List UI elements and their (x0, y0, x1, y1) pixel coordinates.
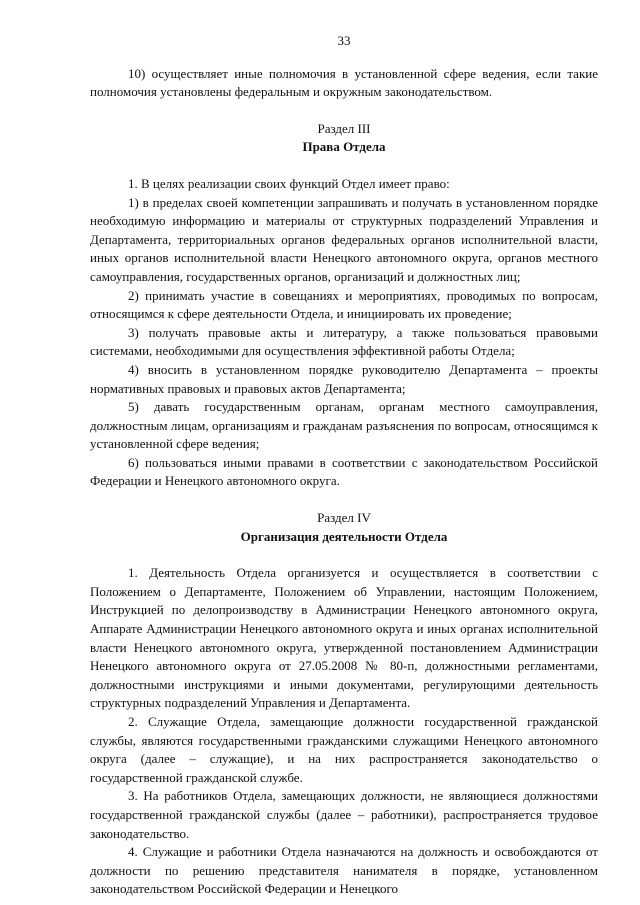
paragraph: 2) принимать участие в совещаниях и мероприятиях, проводимых по вопросам, относящимся к сфере деятельности Отдела, и инициировать их проведение; (90, 287, 598, 322)
intro-paragraph: 10) осуществляет иные полномочия в установленной сфере ведения, если такие полномочия установлены федеральным и окружным законодательством. (90, 65, 598, 100)
section-3 (90, 120, 598, 491)
section-heading: Раздел III (317, 120, 371, 136)
page-number: 33 (337, 33, 351, 48)
paragraph: 4) вносить в установленном порядке руководителю Департамента – проекты нормативных правовых и правовых актов Департамента; (90, 361, 598, 396)
paragraph: 1. В целях реализации своих функций Отдел имеет право: (128, 175, 450, 191)
paragraph: 1) в пределах своей компетенции запрашивать и получать в установленном порядке необходимую информацию и материалы от структурных подразделений Управления и Департамента, территориальных органов федеральных органов исполнительной власти, иных органов исполнительной власти Ненецкого автономного округа, органов местного самоуправления, государственных органов, организаций и должностных лиц; (90, 194, 598, 284)
paragraph: 3) получать правовые акты и литературу, а также пользоваться правовыми системами, необходимыми для осуществления эффективной работы Отдела; (90, 324, 598, 359)
paragraph: 1. Деятельность Отдела организуется и осуществляется в соответствии с Положением о Департаменте, Положением об Управлении, настоящим Положением, Инструкцией по делопроизводству в Администрации Ненецкого автономного округа, Аппарате Администрации Ненецкого автономного округа и иных органах исполнительной власти Ненецкого автономного округа, утвержденной постановлением Администрации Ненецкого автономного округа от 27.05.2008 № 80-п, должностными регламентами, должностными инструкциями и иными документами, регулирующими деятельность структурных подразделений Управления и Департамента. (90, 565, 598, 711)
section-title: Организация деятельности Отдела (240, 528, 448, 544)
section-title: Права Отдела (302, 139, 386, 155)
paragraph: 4. Служащие и работники Отдела назначаются на должность и освобождаются от должности по решению представителя нанимателя в порядке, установленном законодательством Российской Федерации и Ненецкого (90, 844, 598, 897)
document-page (90, 32, 598, 899)
paragraph: 6) пользоваться иными правами в соответствии с законодательством Российской Федерации и Ненецкого автономного округа. (90, 454, 598, 489)
paragraph: 5) давать государственным органам, органам местного самоуправления, должностным лицам, организациям и гражданам разъяснения по вопросам, относящимся к установленной сфере ведения; (90, 399, 598, 452)
paragraph: 2. Служащие Отдела, замещающие должности государственной гражданской службы, являются государственными гражданскими служащими Ненецкого автономного округа (далее – служащие), и на них распространяется законодательство о государственной гражданской службе. (90, 714, 598, 785)
paragraph: 3. На работников Отдела, замещающих должности, не являющиеся должностями государственной гражданской службы (далее – работники), распространяется трудовое законодательство. (90, 788, 598, 841)
section-heading: Раздел IV (317, 510, 371, 526)
section-4 (90, 509, 598, 899)
